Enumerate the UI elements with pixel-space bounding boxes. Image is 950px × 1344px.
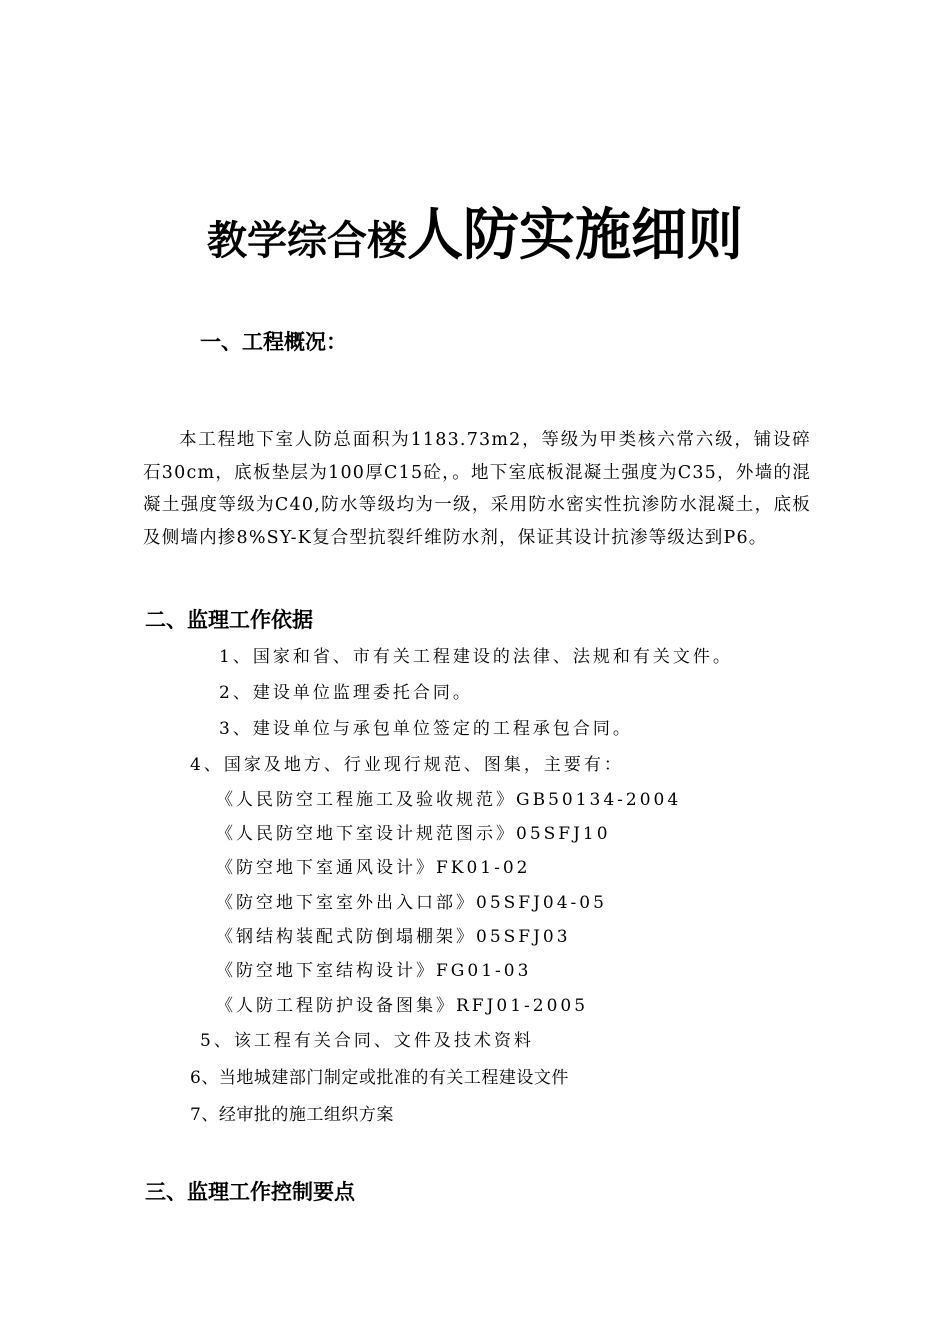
basis-item-4: 4、国家及地方、行业现行规范、图集，主要有： [190,755,624,775]
basis-item-7: 7、经审批的施工组织方案 [190,1105,394,1125]
basis-item-3: 3、建设单位与承包单位签定的工程承包合同。 [219,719,633,739]
document-title [0,203,950,268]
standard-item-2: 《人民防空地下室设计规范图示》05SFJ10 [216,824,611,844]
project-overview-paragraph: 本工程地下室人防总面积为1183.73m2，等级为甲类核六常六级，铺设碎石30cm，底板垫层为100厚C15砼，。地下室底板混凝土强度为C35，外墙的混凝土强度等级为C40,防水等级均为一级，采用防水密实性抗渗防水混凝土，底板及侧墙内掺8%SY-K复合型抗裂纤维防水剂，保证其设计抗渗等级达到P6。 [143,430,811,548]
standard-item-6: 《防空地下室结构设计》FG01-03 [216,961,532,981]
standard-item-5: 《钢结构装配式防倒塌棚架》05SFJ03 [216,927,571,947]
basis-item-1: 1、国家和省、市有关工程建设的法律、法规和有关文件。 [219,647,733,667]
basis-item-5: 5、该工程有关合同、文件及技术资料 [200,1031,534,1051]
standard-item-1: 《人民防空工程施工及验收规范》GB50134-2004 [216,790,682,810]
standard-item-4: 《防空地下室室外出入口部》05SFJ04-05 [216,893,607,913]
title-part-2: 人防实施细则 [407,203,743,268]
section-3-heading: 三、监理工作控制要点 [145,1180,355,1204]
title-part-1: 教学综合楼 [207,218,407,264]
basis-item-2: 2、建设单位监理委托合同。 [219,683,473,703]
standard-item-3: 《防空地下室通风设计》FK01-02 [216,858,531,878]
section-2-heading: 二、监理工作依据 [145,608,313,632]
section-1-heading: 一、工程概况： [200,330,347,354]
standard-item-7: 《人防工程防护设备图集》RFJ01-2005 [216,996,589,1016]
basis-item-6: 6、当地城建部门制定或批准的有关工程建设文件 [190,1068,569,1088]
